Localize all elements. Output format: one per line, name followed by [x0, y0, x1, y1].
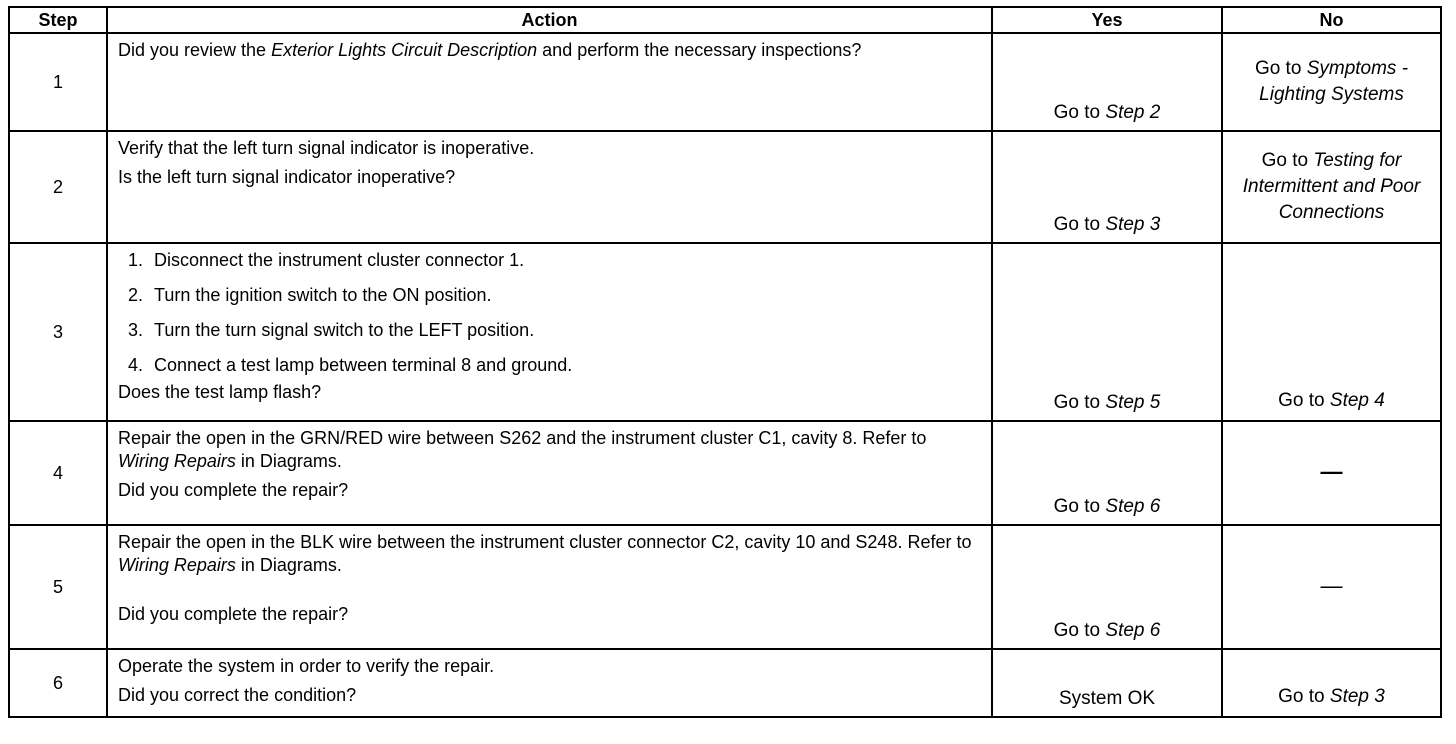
action-cell — [107, 33, 992, 131]
action-text: Repair the open in the BLK wire between the instrument cluster connector C2, cavity 10 and S248. Refer to Wiring Repairs in Diagrams. — [118, 532, 972, 575]
yes-cell: Go to Step 2 — [992, 33, 1222, 131]
step-number: 5 — [9, 525, 107, 649]
action-text: Did you review the Exterior Lights Circuit Description and perform the necessary inspections? — [118, 40, 862, 60]
action-question: Did you correct the condition? — [118, 685, 357, 705]
action-question: Is the left turn signal indicator inoperative? — [118, 167, 456, 187]
action-cell — [107, 525, 992, 649]
yes-cell: Go to Step 6 — [992, 525, 1222, 649]
step-number: 3 — [9, 243, 107, 421]
yes-cell: Go to Step 3 — [992, 131, 1222, 243]
yes-cell: Go to Step 5 — [992, 243, 1222, 421]
action-cell — [107, 243, 992, 421]
no-cell — [1222, 421, 1441, 525]
list-item: 4. Connect a test lamp between terminal 8 and ground. — [148, 354, 981, 377]
list-item: 3. Turn the turn signal switch to the LEFT position. — [148, 319, 981, 342]
action-question: Does the test lamp flash? — [118, 382, 322, 402]
no-cell: Go to Testing for Intermittent and Poor Connections — [1222, 131, 1441, 243]
no-cell: Go to Symptoms - Lighting Systems — [1222, 33, 1441, 131]
action-cell — [107, 649, 992, 717]
action-question: Did you complete the repair? — [118, 480, 349, 500]
dash: — — [1320, 573, 1343, 598]
step-number: 6 — [9, 649, 107, 717]
header-step: Step — [9, 7, 107, 33]
no-cell: Go to Step 3 — [1222, 649, 1441, 717]
action-text: Repair the open in the GRN/RED wire between S262 and the instrument cluster C1, cavity 8. Refer to Wiring Repairs in Diagrams. — [118, 428, 927, 471]
header-yes: Yes — [992, 7, 1222, 33]
table-row — [9, 131, 1441, 243]
header-action: Action — [107, 7, 992, 33]
step-number: 1 — [9, 33, 107, 131]
yes-cell: System OK — [992, 649, 1222, 717]
list-item: 1. Disconnect the instrument cluster connector 1. — [148, 249, 981, 272]
table-row — [9, 525, 1441, 649]
table-row — [9, 243, 1441, 421]
step-number: 4 — [9, 421, 107, 525]
no-cell: Go to Step 4 — [1222, 243, 1441, 421]
table-row — [9, 33, 1441, 131]
action-cell — [107, 131, 992, 243]
diagnostic-table — [8, 6, 1442, 718]
no-cell — [1222, 525, 1441, 649]
list-item: 2. Turn the ignition switch to the ON position. — [148, 284, 981, 307]
header-no: No — [1222, 7, 1441, 33]
action-cell — [107, 421, 992, 525]
dash: — — [1320, 459, 1343, 484]
table-row — [9, 421, 1441, 525]
step-number: 2 — [9, 131, 107, 243]
action-question: Did you complete the repair? — [118, 604, 349, 624]
action-text: Operate the system in order to verify the repair. — [118, 656, 495, 676]
procedure-list — [118, 249, 981, 377]
action-text: Verify that the left turn signal indicator is inoperative. — [118, 138, 535, 158]
header-row — [9, 7, 1441, 33]
yes-cell: Go to Step 6 — [992, 421, 1222, 525]
table-row — [9, 649, 1441, 717]
